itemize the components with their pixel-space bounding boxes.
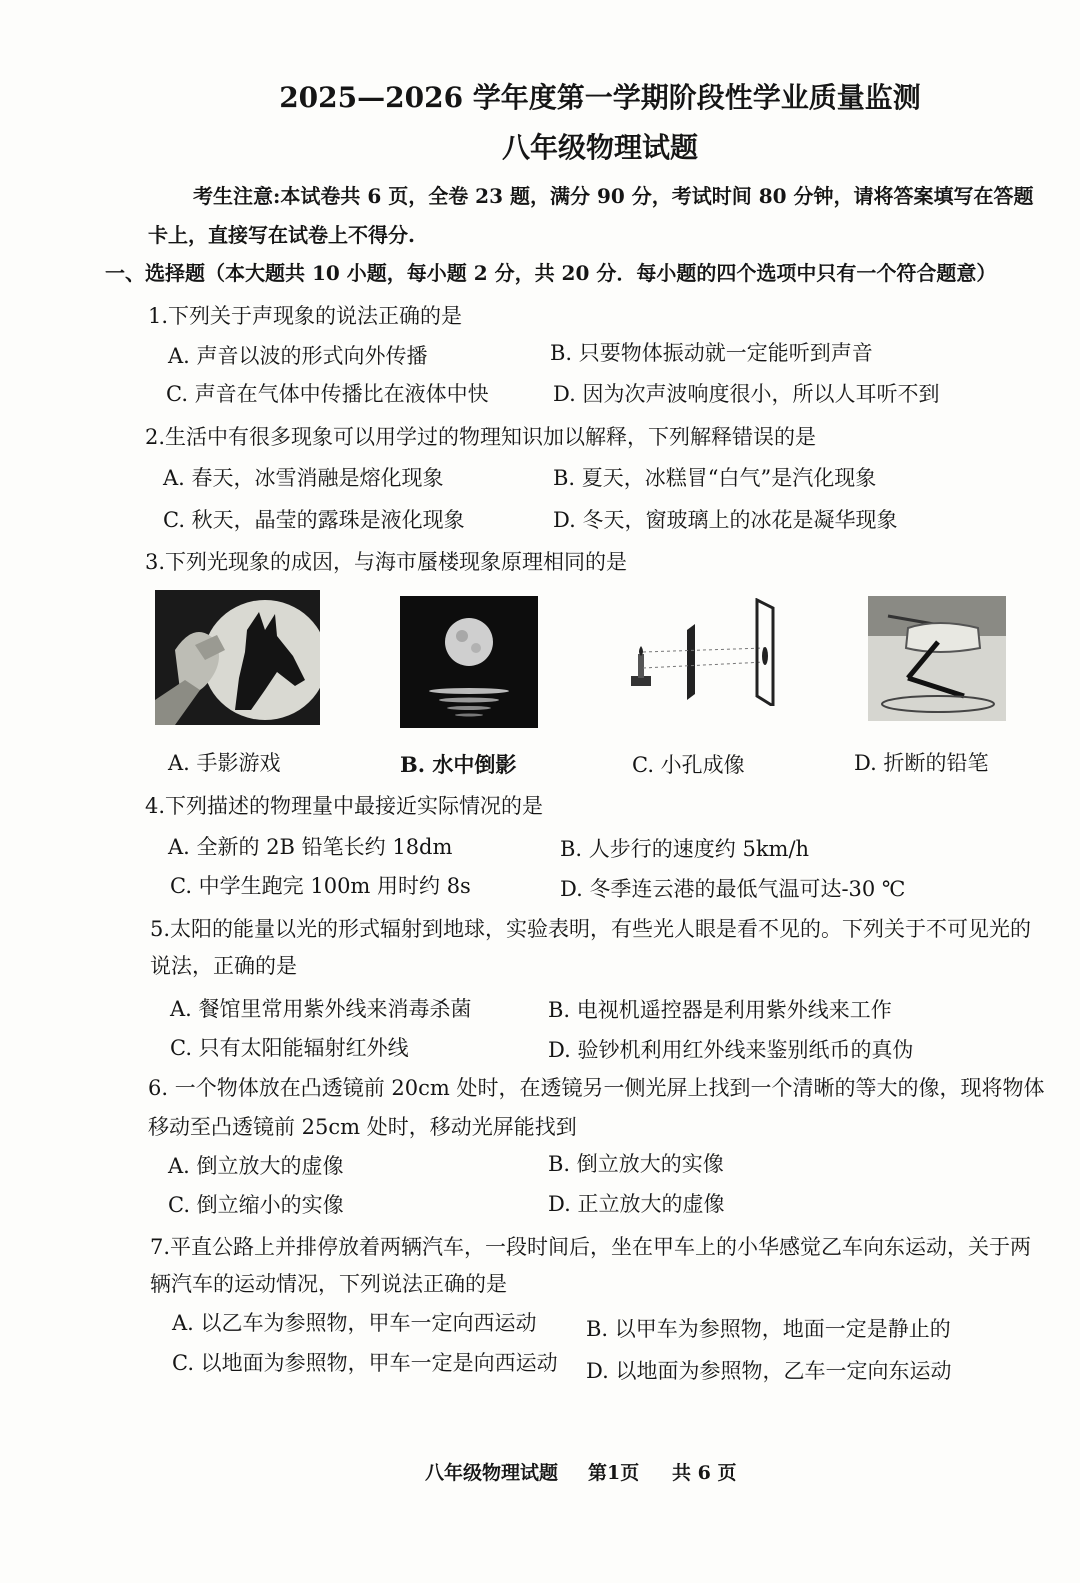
q4-option-d: D. 冬季连云港的最低气温可达-30 ℃ <box>560 877 906 901</box>
q4-option-b: B. 人步行的速度约 5km/h <box>560 837 810 861</box>
q7-stem-line-1: 7.平直公路上并排停放着两辆汽车，一段时间后，坐在甲车上的小华感觉乙车向东运动，关于两 <box>150 1235 1032 1259</box>
q7-option-d: D. 以地面为参照物，乙车一定向东运动 <box>586 1359 952 1383</box>
footer-subject: 八年级物理试题 <box>425 1462 559 1484</box>
q5-stem-line-1: 5.太阳的能量以光的形式辐射到地球，实验表明，有些光人眼是看不见的。下列关于不可见光的 <box>150 917 1032 941</box>
q4-option-a: A. 全新的 2B 铅笔长约 18dm <box>168 835 453 859</box>
q3-caption-b: B. 水中倒影 <box>400 752 517 777</box>
q7-stem-line-2: 辆汽车的运动情况，下列说法正确的是 <box>150 1272 507 1296</box>
broken-pencil-image <box>868 596 1006 721</box>
footer-page-number: 第1页 <box>588 1462 640 1484</box>
q6-stem-line-2: 移动至凸透镜前 25cm 处时，移动光屏能找到 <box>148 1115 577 1139</box>
q1-stem: 1.下列关于声现象的说法正确的是 <box>148 304 463 328</box>
moon-reflection-image <box>400 596 538 728</box>
q5-option-b: B. 电视机遥控器是利用紫外线来工作 <box>548 998 892 1022</box>
q7-option-b: B. 以甲车为参照物，地面一定是静止的 <box>586 1317 951 1341</box>
q2-option-c: C. 秋天，晶莹的露珠是液化现象 <box>163 508 465 532</box>
q1-option-d: D. 因为次声波响度很小，所以人耳听不到 <box>553 382 940 406</box>
q1-option-c: C. 声音在气体中传播比在液体中快 <box>166 382 489 406</box>
q5-option-d: D. 验钞机利用红外线来鉴别纸币的真伪 <box>548 1038 914 1062</box>
q2-option-d: D. 冬天，窗玻璃上的冰花是凝华现象 <box>553 508 898 532</box>
q4-option-c: C. 中学生跑完 100m 用时约 8s <box>170 874 471 898</box>
hand-shadow-image <box>155 590 320 725</box>
footer-total-pages: 共 6 页 <box>672 1462 737 1484</box>
q4-stem: 4.下列描述的物理量中最接近实际情况的是 <box>145 794 544 818</box>
q3-caption-c: C. 小孔成像 <box>632 753 745 777</box>
q7-option-c: C. 以地面为参照物，甲车一定是向西运动 <box>172 1351 558 1375</box>
q7-option-a: A. 以乙车为参照物，甲车一定向西运动 <box>172 1311 537 1335</box>
q6-stem-line-1: 6. 一个物体放在凸透镜前 20cm 处时，在透镜另一侧光屏上找到一个清晰的等大的像，现将物体 <box>148 1076 1045 1100</box>
q6-option-c: C. 倒立缩小的实像 <box>168 1193 344 1217</box>
exam-title: 2025—2026 学年度第一学期阶段性学业质量监测 <box>279 81 921 114</box>
q5-option-a: A. 餐馆里常用紫外线来消毒杀菌 <box>170 997 472 1021</box>
q6-option-d: D. 正立放大的虚像 <box>548 1192 725 1216</box>
section-heading: 一、选择题（本大题共 10 小题，每小题 2 分，共 20 分．每小题的四个选项中只有一个符合题意） <box>105 261 997 285</box>
q3-caption-d: D. 折断的铅笔 <box>854 751 989 775</box>
pinhole-camera-image <box>625 598 785 706</box>
q3-caption-a: A. 手影游戏 <box>168 751 281 775</box>
q1-option-b: B. 只要物体振动就一定能听到声音 <box>550 341 873 365</box>
exam-subtitle: 八年级物理试题 <box>501 131 698 164</box>
notice-line-1: 考生注意:本试卷共 6 页，全卷 23 题，满分 90 分，考试时间 80 分钟，请将答案填写在答题 <box>193 184 1034 208</box>
q2-stem: 2.生活中有很多现象可以用学过的物理知识加以解释，下列解释错误的是 <box>145 425 817 449</box>
q2-option-a: A. 春天，冰雪消融是熔化现象 <box>163 466 444 490</box>
q2-option-b: B. 夏天，冰糕冒“白气”是汽化现象 <box>553 466 877 490</box>
notice-line-2: 卡上，直接写在试卷上不得分. <box>148 223 415 247</box>
q5-option-c: C. 只有太阳能辐射红外线 <box>170 1036 409 1060</box>
q3-stem: 3.下列光现象的成因，与海市蜃楼现象原理相同的是 <box>145 550 628 574</box>
q6-option-b: B. 倒立放大的实像 <box>548 1152 724 1176</box>
q6-option-a: A. 倒立放大的虚像 <box>168 1154 344 1178</box>
q1-option-a: A. 声音以波的形式向外传播 <box>168 344 428 368</box>
q5-stem-line-2: 说法，正确的是 <box>150 954 297 978</box>
